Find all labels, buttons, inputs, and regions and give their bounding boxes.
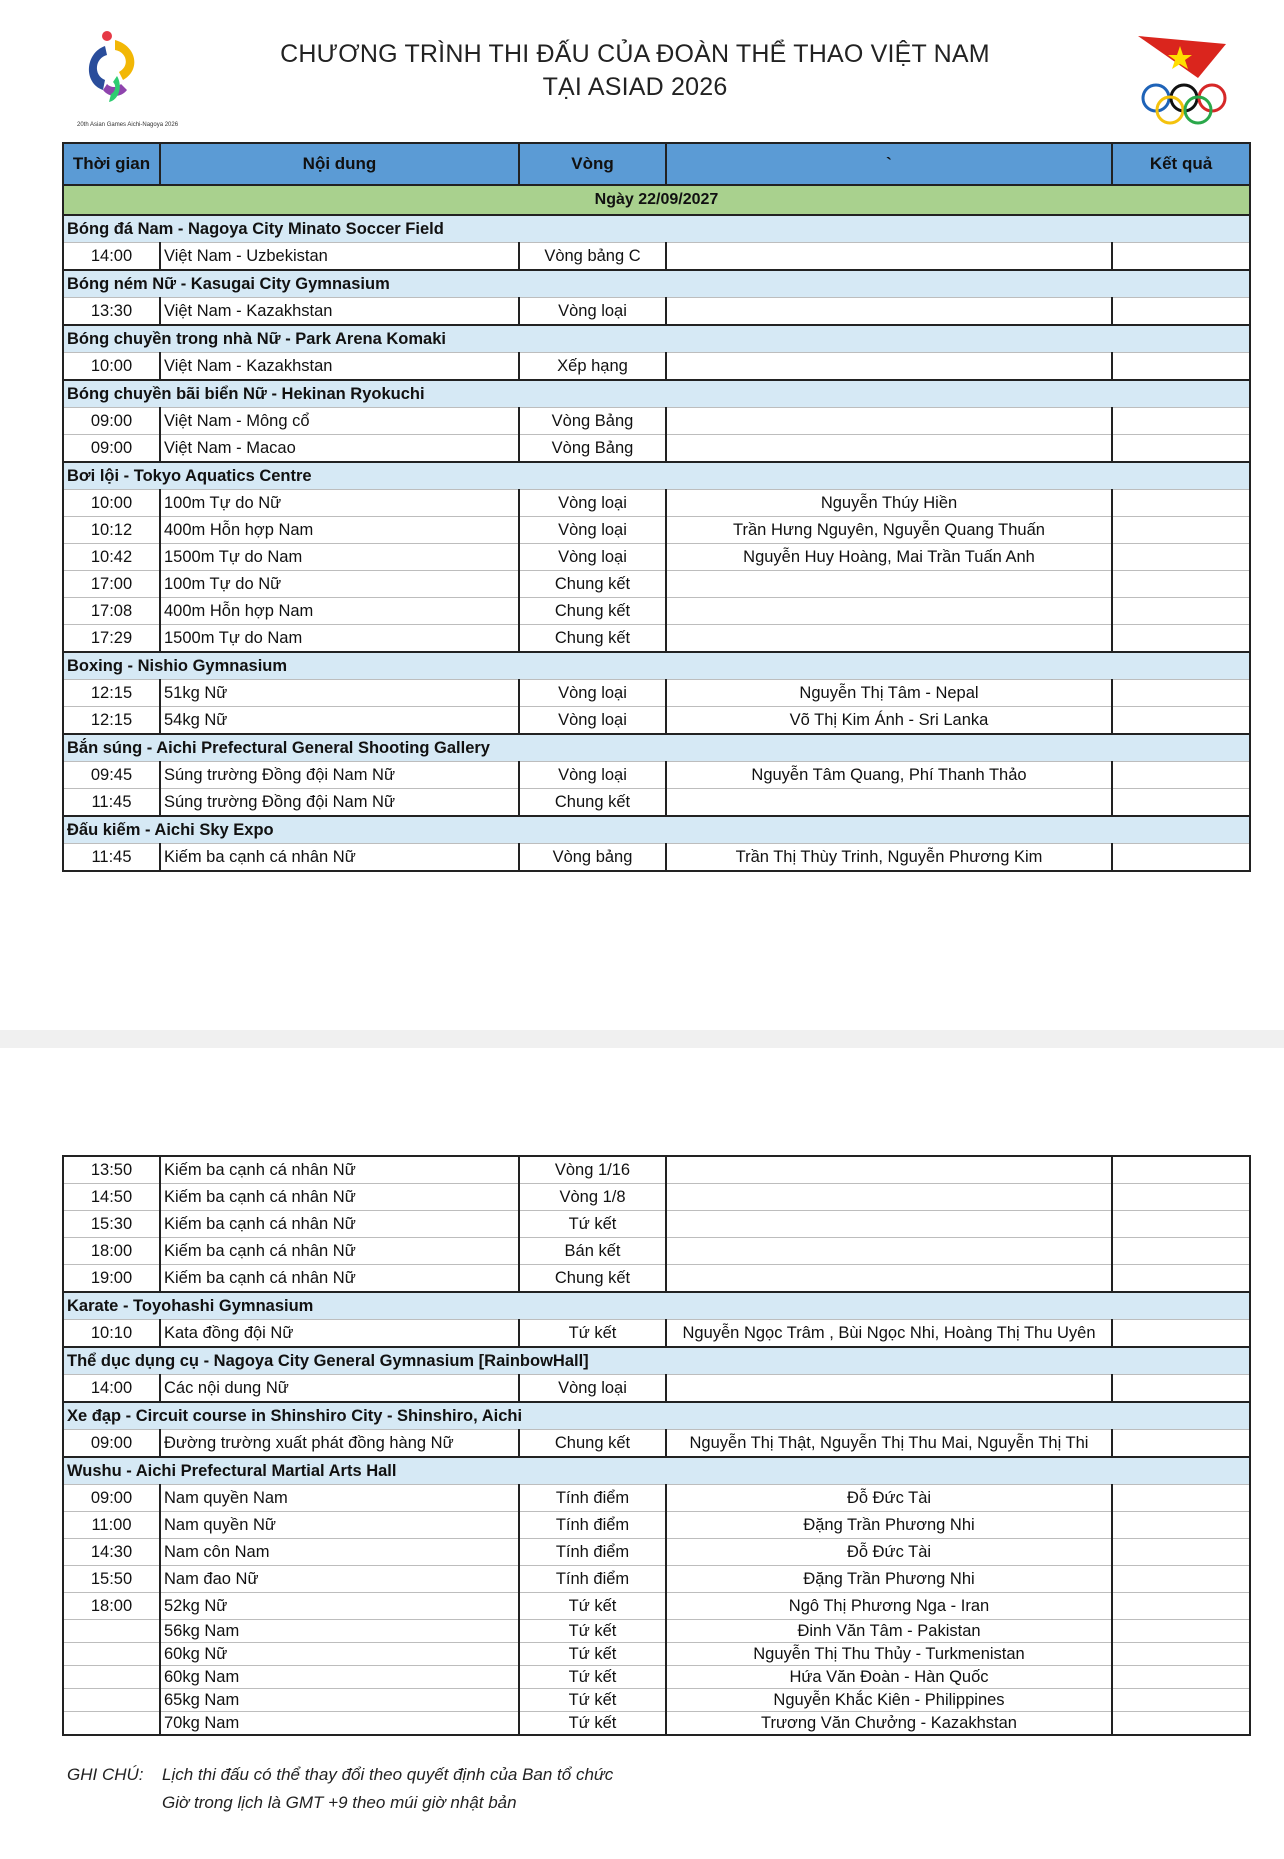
event-result — [1112, 353, 1250, 381]
event-time: 18:00 — [63, 1238, 160, 1265]
event-athletes: Đỗ Đức Tài — [666, 1485, 1112, 1512]
venue-label: Bóng ném Nữ - Kasugai City Gymnasium — [63, 270, 1250, 298]
page-separator — [0, 1030, 1284, 1048]
table-row — [63, 1485, 1250, 1512]
event-name: 70kg Nam — [160, 1712, 519, 1736]
event-athletes: Nguyễn Thị Tâm - Nepal — [666, 680, 1112, 707]
table-row — [63, 517, 1250, 544]
table-row — [63, 762, 1250, 789]
event-result — [1112, 435, 1250, 463]
event-time: 15:30 — [63, 1211, 160, 1238]
venue-label: Bơi lội - Tokyo Aquatics Centre — [63, 462, 1250, 490]
left-logo-text: 20th Asian Games Aichi-Nagoya 2026 — [77, 122, 179, 128]
event-time: 09:00 — [63, 408, 160, 435]
event-result — [1112, 490, 1250, 517]
event-result — [1112, 1238, 1250, 1265]
event-athletes: Nguyễn Thị Thật, Nguyễn Thị Thu Mai, Nguyễn Thị Thi — [666, 1430, 1112, 1458]
event-athletes: Đặng Trần Phương Nhi — [666, 1566, 1112, 1593]
event-time: 17:08 — [63, 598, 160, 625]
event-time: 18:00 — [63, 1593, 160, 1620]
event-time: 11:45 — [63, 844, 160, 872]
event-result — [1112, 298, 1250, 326]
table-header-row — [63, 143, 1250, 185]
venue-label: Bắn súng - Aichi Prefectural General Shooting Gallery — [63, 734, 1250, 762]
table-row — [63, 1593, 1250, 1620]
event-name: 100m Tự do Nữ — [160, 490, 519, 517]
event-round: Vòng Bảng — [519, 435, 666, 463]
event-time: 10:42 — [63, 544, 160, 571]
event-result — [1112, 1666, 1250, 1689]
event-time: 13:50 — [63, 1156, 160, 1184]
event-result — [1112, 1184, 1250, 1211]
venue-label: Thể dục dụng cụ - Nagoya City General Gymnasium [RainbowHall] — [63, 1347, 1250, 1375]
table-row — [63, 544, 1250, 571]
venue-row — [63, 215, 1250, 243]
event-time — [63, 1689, 160, 1712]
schedule-table — [62, 142, 1251, 872]
event-name: Kiếm ba cạnh cá nhân Nữ — [160, 1184, 519, 1211]
event-time: 19:00 — [63, 1265, 160, 1293]
table-row — [63, 1265, 1250, 1293]
event-round: Vòng loại — [519, 762, 666, 789]
event-round: Bán kết — [519, 1238, 666, 1265]
event-name: Súng trường Đồng đội Nam Nữ — [160, 762, 519, 789]
column-header-athletes: ` — [666, 143, 1112, 185]
venue-row — [63, 462, 1250, 490]
table-row — [63, 625, 1250, 653]
event-athletes: Đặng Trần Phương Nhi — [666, 1512, 1112, 1539]
venue-row — [63, 1457, 1250, 1485]
table-row — [63, 490, 1250, 517]
event-name: Việt Nam - Kazakhstan — [160, 298, 519, 326]
event-round: Tứ kết — [519, 1211, 666, 1238]
column-header-round: Vòng — [519, 143, 666, 185]
venue-label: Wushu - Aichi Prefectural Martial Arts Hall — [63, 1457, 1250, 1485]
event-result — [1112, 762, 1250, 789]
event-name: Nam đao Nữ — [160, 1566, 519, 1593]
table-row — [63, 1184, 1250, 1211]
venue-row — [63, 380, 1250, 408]
event-time: 09:00 — [63, 1430, 160, 1458]
event-round: Vòng 1/8 — [519, 1184, 666, 1211]
event-athletes: Nguyễn Ngọc Trâm , Bùi Ngọc Nhi, Hoàng Thị Thu Uyên — [666, 1320, 1112, 1348]
event-round: Chung kết — [519, 598, 666, 625]
table-row — [63, 1238, 1250, 1265]
event-name: 54kg Nữ — [160, 707, 519, 735]
note-text-1: Lịch thi đấu có thể thay đổi theo quyết định của Ban tổ chức — [162, 1765, 614, 1784]
table-row — [63, 707, 1250, 735]
event-athletes: Trương Văn Chưởng - Kazakhstan — [666, 1712, 1112, 1736]
table-row — [63, 680, 1250, 707]
event-name: 52kg Nữ — [160, 1593, 519, 1620]
venue-row — [63, 734, 1250, 762]
event-athletes: Đỗ Đức Tài — [666, 1539, 1112, 1566]
event-name: Kiếm ba cạnh cá nhân Nữ — [160, 1211, 519, 1238]
event-athletes — [666, 408, 1112, 435]
event-time: 10:12 — [63, 517, 160, 544]
event-athletes — [666, 353, 1112, 381]
table-row — [63, 1512, 1250, 1539]
event-time: 12:15 — [63, 707, 160, 735]
event-result — [1112, 1620, 1250, 1643]
event-name: Việt Nam - Uzbekistan — [160, 243, 519, 271]
table-row — [63, 1539, 1250, 1566]
event-round: Tính điểm — [519, 1485, 666, 1512]
event-athletes — [666, 1184, 1112, 1211]
event-round: Xếp hạng — [519, 353, 666, 381]
note-label: GHI CHÚ: — [67, 1765, 144, 1784]
schedule-page-2 — [0, 1048, 1284, 1859]
event-athletes — [666, 789, 1112, 817]
table-row — [63, 353, 1250, 381]
table-row — [63, 435, 1250, 463]
event-round: Vòng loại — [519, 298, 666, 326]
venue-label: Bóng đá Nam - Nagoya City Minato Soccer Field — [63, 215, 1250, 243]
event-round: Tứ kết — [519, 1712, 666, 1736]
event-name: 51kg Nữ — [160, 680, 519, 707]
event-round: Tính điểm — [519, 1566, 666, 1593]
venue-label: Boxing - Nishio Gymnasium — [63, 652, 1250, 680]
event-time: 09:00 — [63, 1485, 160, 1512]
asian-games-logo-icon — [75, 28, 179, 138]
venue-row — [63, 652, 1250, 680]
event-athletes: Ngô Thị Phương Nga - Iran — [666, 1593, 1112, 1620]
event-name: 1500m Tự do Nam — [160, 544, 519, 571]
event-athletes: Hứa Văn Đoàn - Hàn Quốc — [666, 1666, 1112, 1689]
page-title-line1: CHƯƠNG TRÌNH THI ĐẤU CỦA ĐOÀN THỂ THAO VIỆT NAM — [280, 40, 990, 68]
event-result — [1112, 789, 1250, 817]
date-row — [63, 185, 1250, 215]
table-row — [63, 1375, 1250, 1403]
table-row — [63, 1643, 1250, 1666]
event-round: Vòng bảng C — [519, 243, 666, 271]
event-athletes — [666, 571, 1112, 598]
event-athletes — [666, 435, 1112, 463]
venue-row — [63, 1402, 1250, 1430]
event-name: Nam quyền Nữ — [160, 1512, 519, 1539]
event-round: Vòng 1/16 — [519, 1156, 666, 1184]
event-name: 1500m Tự do Nam — [160, 625, 519, 653]
venue-label: Karate - Toyohashi Gymnasium — [63, 1292, 1250, 1320]
event-result — [1112, 1485, 1250, 1512]
event-name: Kiếm ba cạnh cá nhân Nữ — [160, 844, 519, 872]
event-athletes: Trần Hưng Nguyên, Nguyễn Quang Thuấn — [666, 517, 1112, 544]
venue-row — [63, 325, 1250, 353]
table-row — [63, 408, 1250, 435]
event-round: Vòng loại — [519, 680, 666, 707]
event-time: 17:00 — [63, 571, 160, 598]
table-row — [63, 1211, 1250, 1238]
event-athletes: Nguyễn Khắc Kiên - Philippines — [666, 1689, 1112, 1712]
vietnam-olympic-logo-icon — [1138, 36, 1232, 124]
event-name: Việt Nam - Kazakhstan — [160, 353, 519, 381]
table-row — [63, 1620, 1250, 1643]
event-round: Vòng loại — [519, 490, 666, 517]
event-result — [1112, 1689, 1250, 1712]
event-result — [1112, 1643, 1250, 1666]
venue-label: Đấu kiếm - Aichi Sky Expo — [63, 816, 1250, 844]
event-time: 15:50 — [63, 1566, 160, 1593]
note-line-1 — [67, 1765, 613, 1785]
event-round: Chung kết — [519, 625, 666, 653]
event-round: Chung kết — [519, 571, 666, 598]
event-round: Vòng bảng — [519, 844, 666, 872]
event-name: 400m Hỗn hợp Nam — [160, 598, 519, 625]
event-time: 10:00 — [63, 353, 160, 381]
event-result — [1112, 598, 1250, 625]
event-name: Súng trường Đồng đội Nam Nữ — [160, 789, 519, 817]
event-round: Vòng Bảng — [519, 408, 666, 435]
event-round: Tứ kết — [519, 1643, 666, 1666]
event-time: 14:50 — [63, 1184, 160, 1211]
event-time — [63, 1643, 160, 1666]
event-result — [1112, 844, 1250, 872]
event-name: 60kg Nữ — [160, 1643, 519, 1666]
event-result — [1112, 1265, 1250, 1293]
event-time: 12:15 — [63, 680, 160, 707]
table-row — [63, 844, 1250, 872]
event-round: Tứ kết — [519, 1689, 666, 1712]
event-name: Kiếm ba cạnh cá nhân Nữ — [160, 1265, 519, 1293]
event-result — [1112, 1375, 1250, 1403]
event-round: Tính điểm — [519, 1512, 666, 1539]
event-round: Chung kết — [519, 1265, 666, 1293]
event-athletes: Nguyễn Tâm Quang, Phí Thanh Thảo — [666, 762, 1112, 789]
venue-row — [63, 270, 1250, 298]
event-athletes — [666, 1156, 1112, 1184]
column-header-result: Kết quả — [1112, 143, 1250, 185]
event-time: 17:29 — [63, 625, 160, 653]
table-row — [63, 298, 1250, 326]
table-row — [63, 571, 1250, 598]
table-row — [63, 1689, 1250, 1712]
table-row — [63, 1320, 1250, 1348]
event-name: Kiếm ba cạnh cá nhân Nữ — [160, 1156, 519, 1184]
event-result — [1112, 625, 1250, 653]
table-row — [63, 598, 1250, 625]
column-header-event: Nội dung — [160, 143, 519, 185]
event-athletes — [666, 1375, 1112, 1403]
event-round: Vòng loại — [519, 707, 666, 735]
venue-label: Bóng chuyền bãi biển Nữ - Hekinan Ryokuchi — [63, 380, 1250, 408]
date-label: Ngày 22/09/2027 — [63, 185, 1250, 215]
schedule-table-continued — [62, 1155, 1251, 1736]
event-name: Đường trường xuất phát đồng hàng Nữ — [160, 1430, 519, 1458]
event-time: 10:10 — [63, 1320, 160, 1348]
event-name: Nam quyền Nam — [160, 1485, 519, 1512]
event-name: 100m Tự do Nữ — [160, 571, 519, 598]
event-name: 65kg Nam — [160, 1689, 519, 1712]
event-name: 400m Hỗn hợp Nam — [160, 517, 519, 544]
event-athletes — [666, 1265, 1112, 1293]
event-result — [1112, 544, 1250, 571]
event-round: Vòng loại — [519, 544, 666, 571]
event-result — [1112, 571, 1250, 598]
event-name: Kiếm ba cạnh cá nhân Nữ — [160, 1238, 519, 1265]
event-athletes: Nguyễn Huy Hoàng, Mai Trần Tuấn Anh — [666, 544, 1112, 571]
event-result — [1112, 1512, 1250, 1539]
event-round: Chung kết — [519, 789, 666, 817]
event-athletes: Nguyễn Thị Thu Thủy - Turkmenistan — [666, 1643, 1112, 1666]
event-result — [1112, 1593, 1250, 1620]
event-round: Tứ kết — [519, 1320, 666, 1348]
event-result — [1112, 707, 1250, 735]
table-row — [63, 1566, 1250, 1593]
event-time: 10:00 — [63, 490, 160, 517]
event-athletes: Trần Thị Thùy Trinh, Nguyễn Phương Kim — [666, 844, 1112, 872]
event-round: Tứ kết — [519, 1666, 666, 1689]
event-athletes — [666, 243, 1112, 271]
event-result — [1112, 1712, 1250, 1736]
event-result — [1112, 1566, 1250, 1593]
event-name: Nam côn Nam — [160, 1539, 519, 1566]
venue-row — [63, 1347, 1250, 1375]
event-round: Chung kết — [519, 1430, 666, 1458]
event-time: 14:30 — [63, 1539, 160, 1566]
venue-row — [63, 816, 1250, 844]
event-athletes: Nguyễn Thúy Hiền — [666, 490, 1112, 517]
page-title-line2: TẠI ASIAD 2026 — [542, 73, 728, 101]
venue-label: Xe đạp - Circuit course in Shinshiro City - Shinshiro, Aichi — [63, 1402, 1250, 1430]
event-athletes — [666, 598, 1112, 625]
event-round: Vòng loại — [519, 517, 666, 544]
table-row — [63, 789, 1250, 817]
event-result — [1112, 517, 1250, 544]
event-athletes: Võ Thị Kim Ánh - Sri Lanka — [666, 707, 1112, 735]
event-name: Các nội dung Nữ — [160, 1375, 519, 1403]
event-time — [63, 1712, 160, 1736]
event-time — [63, 1666, 160, 1689]
event-name: Việt Nam - Mông cổ — [160, 408, 519, 435]
table-row — [63, 1666, 1250, 1689]
table-row — [63, 1430, 1250, 1458]
table-row — [63, 1156, 1250, 1184]
event-name: 60kg Nam — [160, 1666, 519, 1689]
event-time: 14:00 — [63, 243, 160, 271]
event-result — [1112, 680, 1250, 707]
event-result — [1112, 408, 1250, 435]
venue-row — [63, 1292, 1250, 1320]
event-athletes — [666, 298, 1112, 326]
event-result — [1112, 1156, 1250, 1184]
venue-label: Bóng chuyền trong nhà Nữ - Park Arena Komaki — [63, 325, 1250, 353]
event-time: 09:00 — [63, 435, 160, 463]
event-round: Vòng loại — [519, 1375, 666, 1403]
event-result — [1112, 1539, 1250, 1566]
event-result — [1112, 1430, 1250, 1458]
event-result — [1112, 1320, 1250, 1348]
event-athletes — [666, 1211, 1112, 1238]
event-name: Việt Nam - Macao — [160, 435, 519, 463]
event-time: 14:00 — [63, 1375, 160, 1403]
note-text-2: Giờ trong lịch là GMT +9 theo múi giờ nhật bản — [162, 1793, 517, 1812]
event-round: Tứ kết — [519, 1620, 666, 1643]
event-time: 11:45 — [63, 789, 160, 817]
table-row — [63, 243, 1250, 271]
event-result — [1112, 243, 1250, 271]
column-header-time: Thời gian — [63, 143, 160, 185]
event-athletes — [666, 1238, 1112, 1265]
event-athletes: Đinh Văn Tâm - Pakistan — [666, 1620, 1112, 1643]
event-time: 13:30 — [63, 298, 160, 326]
event-round: Tứ kết — [519, 1593, 666, 1620]
event-result — [1112, 1211, 1250, 1238]
event-round: Tính điểm — [519, 1539, 666, 1566]
event-time — [63, 1620, 160, 1643]
event-name: Kata đồng đội Nữ — [160, 1320, 519, 1348]
event-athletes — [666, 625, 1112, 653]
table-row — [63, 1712, 1250, 1736]
event-time: 09:45 — [63, 762, 160, 789]
event-name: 56kg Nam — [160, 1620, 519, 1643]
event-time: 11:00 — [63, 1512, 160, 1539]
